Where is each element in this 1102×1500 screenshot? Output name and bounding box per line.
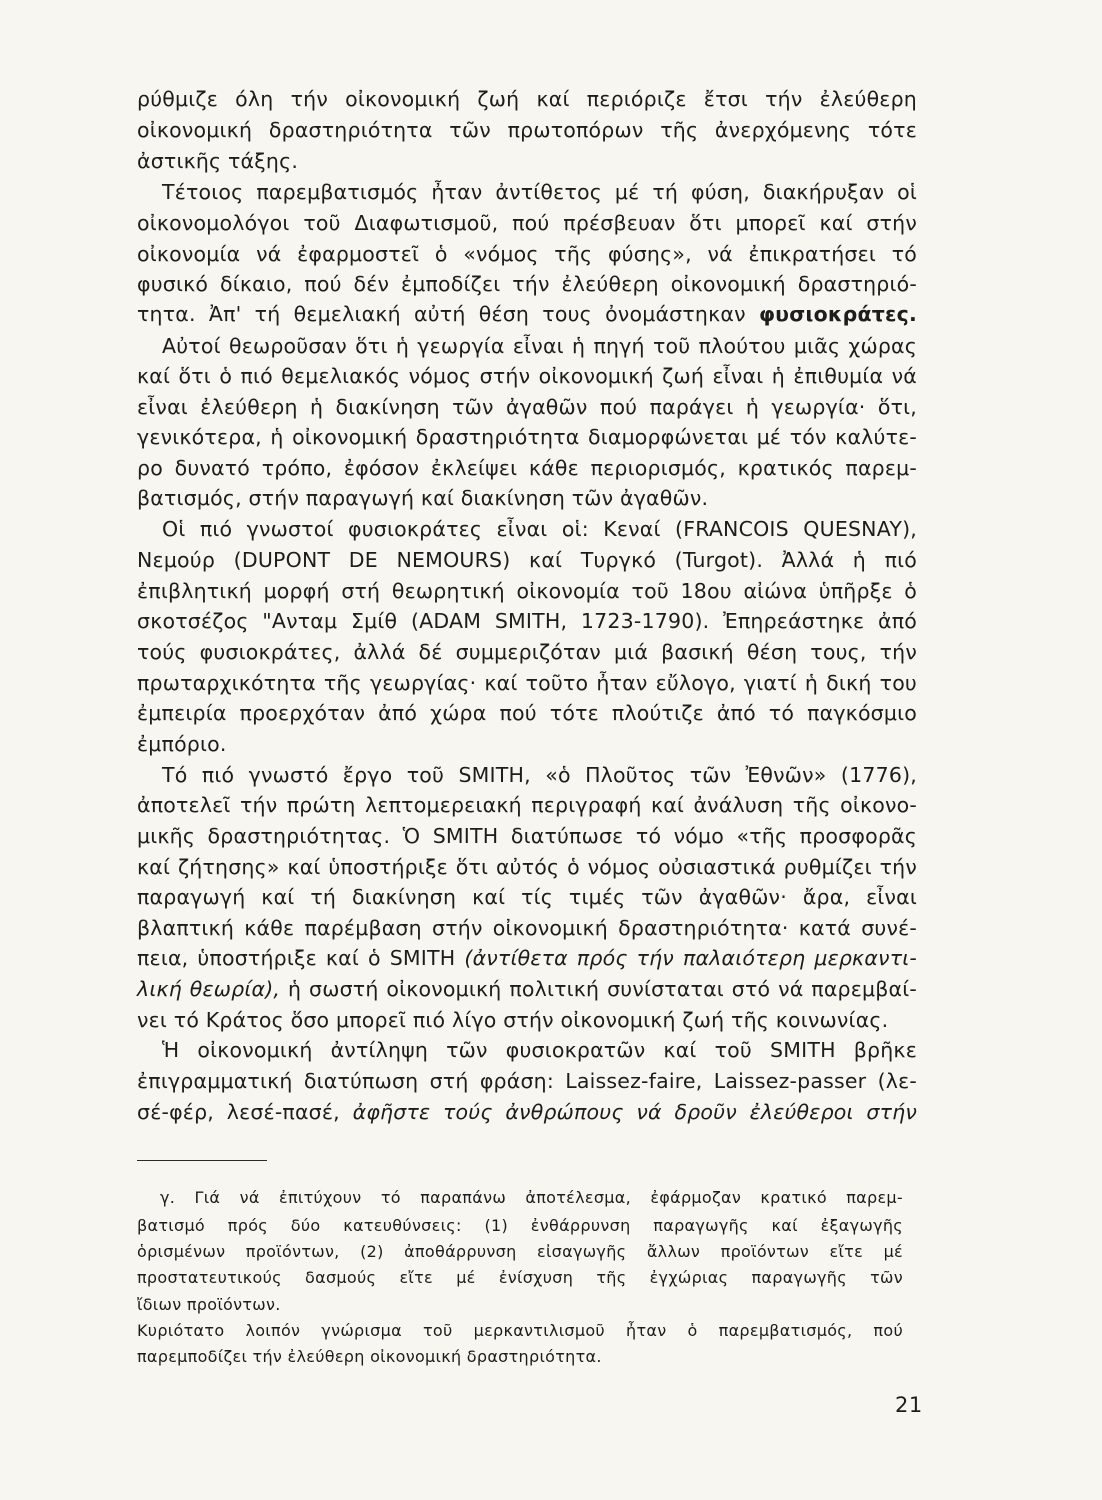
footnote-line: ὁρισμένων προϊόντων, (2) ἀποθάρρυνση εἰσαγωγῆς ἄλλων προϊόντων εἴτε μέ [137,1242,903,1261]
body-line: βλαπτική κάθε παρέμβαση στήν οἰκονομική δραστηριότητα· κατά συνέ- [137,916,917,940]
body-line: ἐπιγραμματική διατύπωση στή φράση: Laissez-faire, Laissez-passer (λε- [137,1069,917,1093]
body-line: φυσικό δίκαιο, πού δέν ἐμποδίζει τήν ἐλεύθερη οἰκονομική δραστηριό- [137,272,917,296]
physiocrats-term: φυσιοκράτες. [758,302,918,326]
body-line: Νεμούρ (DUPONT DE NEMOURS) καί Τυργκό (Turgot). Ἀλλά ἡ πιό [137,548,917,572]
body-line: ἐπιβλητική μορφή στή θεωρητική οἰκονομία τοῦ 18ου αἰώνα ὑπῆρξε ὁ [137,579,917,603]
footnote-line: παρεμποδίζει τήν ἐλεύθερη οἰκονομική δραστηριότητα. [137,1347,602,1366]
body-line-text: τητα. Ἀπ' τή θεμελιακή αὐτή θέση τους ὀνομάστηκαν [137,302,746,326]
body-line [137,976,917,1002]
body-line: Τέτοιος παρεμβατισμός ἦταν ἀντίθετος μέ τή φύση, διακήρυξαν οἱ [162,180,917,204]
body-line: ρο δυνατό τρόπο, ἐφόσον ἐκλείψει κάθε περιορισμός, κρατικός παρεμ- [137,456,917,480]
body-line [137,301,917,327]
footnote-divider [137,1160,267,1161]
body-line: Ἡ οἰκονομική ἀντίληψη τῶν φυσιοκρατῶν καί τοῦ SMITH βρῆκε [162,1038,917,1062]
body-line: πρωταρχικότητα τῆς γεωργίας· καί τοῦτο ἦταν εὔλογο, γιατί ἡ δική του [137,671,917,695]
body-line [137,945,917,971]
body-line: τούς φυσιοκράτες, ἀλλά δέ συμμεριζόταν μιά βασική θέση τους, τήν [137,640,917,664]
footnote-line: ἴδιων προϊόντων. [137,1295,281,1314]
body-line: ἀστικῆς τάξης. [137,149,299,173]
body-line: καί ὅτι ὁ πιό θεμελιακός νόμος στήν οἰκονομική ζωή εἶναι ἡ ἐπιθυμία νά [137,364,917,388]
footnote-line: Κυριότατο λοιπόν γνώρισμα τοῦ μερκαντιλισμοῦ ἦταν ὁ παρεμβατισμός, πού [137,1321,903,1340]
body-line: γενικότερα, ἡ οἰκονομική δραστηριότητα διαμορφώνεται μέ τόν καλύτε- [137,425,917,449]
body-line-text: πεια, ὑποστήριξε καί ὁ SMITH [137,946,456,970]
body-line: βατισμός, στήν παραγωγή καί διακίνηση τῶν ἀγαθῶν. [137,486,709,510]
body-line: παραγωγή καί τή διακίνηση καί τίς τιμές τῶν ἀγαθῶν· ἄρα, εἶναι [137,885,917,909]
body-line: οἰκονομία νά ἐφαρμοστεῖ ὁ «νόμος τῆς φύσης», νά ἐπικρατήσει τό [137,242,917,266]
italic-phrase: λική θεωρία), [137,977,281,1001]
footnote-line: γ. Γιά νά ἐπιτύχουν τό παραπάνω ἀποτέλεσμα, ἐφάρμοζαν κρατικό παρεμ- [160,1188,903,1207]
body-line: οἰκονομική δραστηριότητα τῶν πρωτοπόρων τῆς ἀνερχόμενης τότε [137,118,917,142]
footnote-line: προστατευτικούς δασμούς εἴτε μέ ἐνίσχυση τῆς ἐγχώριας παραγωγῆς τῶν [137,1268,903,1287]
body-line: καί ζήτησης» καί ὑποστήριξε ὅτι αὐτός ὁ νόμος οὐσιαστικά ρυθμίζει τήν [137,855,917,879]
body-line: σκοτσέζος "Ανταμ Σμίθ (ADAM SMITH, 1723-1790). Ἐπηρεάστηκε ἀπό [137,609,917,633]
page-number: 21 [895,1393,923,1417]
footnote-line: βατισμό πρός δύο κατευθύνσεις: (1) ἐνθάρρυνση παραγωγῆς καί ἐξαγωγῆς [137,1216,903,1235]
body-line-text: ἡ σωστή οἰκονομική πολιτική συνίσταται στό νά παρεμβαί- [288,977,918,1001]
italic-phrase: ἀφῆστε τούς ἀνθρώπους νά δροῦν ἐλεύθεροι στήν [352,1100,917,1124]
body-line: Τό πιό γνωστό ἔργο τοῦ SMITH, «ὁ Πλοῦτος τῶν Ἐθνῶν» (1776), [162,763,917,787]
body-line: ἐμπόριο. [137,732,227,756]
body-line-text: σέ-φέρ, λεσέ-πασέ, [137,1100,340,1124]
italic-phrase: (ἀντίθετα πρός τήν παλαιότερη μερκαντι- [464,946,917,970]
body-line: μικῆς δραστηριότητας. Ὁ SMITH διατύπωσε τό νόμο «τῆς προσφορᾶς [137,824,917,848]
body-line: Οἱ πιό γνωστοί φυσιοκράτες εἶναι οἱ: Κεναί (FRANCOIS QUESNAY), [162,517,917,541]
body-line: εἶναι ἐλεύθερη ἡ διακίνηση τῶν ἀγαθῶν πού παράγει ἡ γεωργία· ὅτι, [137,395,917,419]
body-line [137,1099,917,1125]
body-line: ἐμπειρία προερχόταν ἀπό χώρα πού τότε πλούτιζε ἀπό τό παγκόσμιο [137,701,917,725]
body-line: ἀποτελεῖ τήν πρώτη λεπτομερειακή περιγραφή καί ἀνάλυση τῆς οἰκονο- [137,793,917,817]
body-line: οἰκονομολόγοι τοῦ Διαφωτισμοῦ, πού πρέσβευαν ὅτι μπορεῖ καί στήν [137,211,917,235]
body-line: Αὐτοί θεωροῦσαν ὅτι ἡ γεωργία εἶναι ἡ πηγή τοῦ πλούτου μιᾶς χώρας [162,334,917,358]
body-line: ρύθμιζε όλη τήν οἰκονομική ζωή καί περιόριζε ἔτσι τήν ἐλεύθερη [137,87,917,111]
body-line: νει τό Κράτος ὅσο μπορεῖ πιό λίγο στήν οἰκονομική ζωή τῆς κοινωνίας. [137,1008,889,1032]
